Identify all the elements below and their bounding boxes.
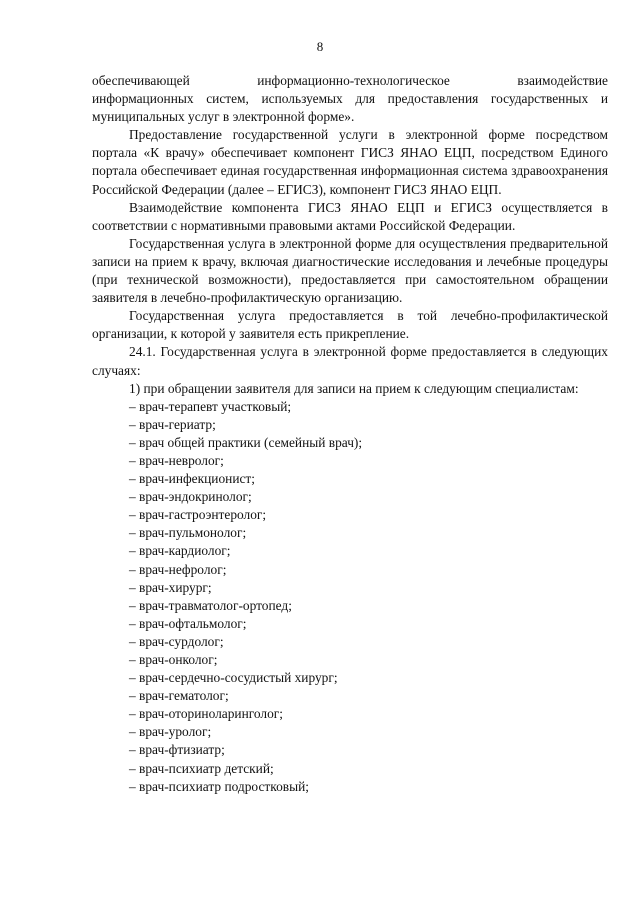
list-item: – врач общей практики (семейный врач); (129, 434, 363, 450)
page-number: 8 (316, 39, 324, 54)
paragraph-continued-line: обеспечивающей информационно-технологическое взаимодействие (92, 73, 608, 88)
list-item: – врач-травматолог-ортопед; (129, 597, 292, 613)
list-item: – врач-гематолог; (129, 688, 229, 704)
paragraph-attached-organization: Государственная услуга предоставляется в той лечебно-профилактической организации, к которой у заявителя есть прикрепление. (92, 308, 608, 342)
paragraph-continued: информационных систем, используемых для предоставления государственных и муниципальных услуг в электронной форме». (92, 91, 608, 125)
list-item: – врач-психиатр детский; (129, 760, 274, 776)
list-item: – врач-фтизиатр; (129, 742, 225, 758)
list-item: – врач-пульмонолог; (129, 525, 247, 541)
paragraph-preliminary-appointment: Государственная услуга в электронной форме для осуществления предварительной записи на прием к врачу, включая диагностические исследования и лечебные процедуры (при технической возможности), предоставляется при самостоятельном обращении заявителя в лечебно-профилактическую организацию. (92, 235, 608, 306)
list-item: – врач-невролог; (129, 452, 224, 468)
paragraph-portal-k-vrachu: Предоставление государственной услуги в электронной форме посредством портала «К врачу» обеспечивает компонент ГИСЗ ЯНАО ЕЦП, посредством Единого портала обеспечивает единая государственная информационная система здравоохранения Российской Федерации (далее – ЕГИСЗ), компонент ГИСЗ ЯНАО ЕЦП. (92, 127, 608, 197)
paragraph-interaction-egisz: Взаимодействие компонента ГИСЗ ЯНАО ЕЦП и ЕГИСЗ осуществляется в соответствии с нормативными правовыми актами Российской Федерации. (92, 199, 608, 233)
list-item: – врач-хирург; (129, 579, 212, 595)
list-item: – врач-гериатр; (129, 416, 216, 432)
list-item: – врач-нефролог; (129, 561, 227, 577)
list-item: – врач-уролог; (129, 724, 212, 740)
list-item: – врач-офтальмолог; (129, 615, 247, 631)
list-item: – врач-онколог; (129, 652, 218, 667)
paragraph-section-24-1: 24.1. Государственная услуга в электронной форме предоставляется в следующих случаях: (92, 344, 608, 378)
list-item: – врач-сурдолог; (129, 633, 224, 649)
list-item: – врач-кардиолог; (129, 543, 231, 559)
list-item: – врач-эндокринолог; (129, 489, 252, 505)
paragraph-item-1: 1) при обращении заявителя для записи на прием к следующим специалистам: (129, 380, 579, 396)
list-item: – врач-оториноларинголог; (129, 706, 284, 722)
list-item: – врач-гастроэнтеролог; (129, 507, 267, 523)
document-body (92, 72, 608, 796)
list-item: – врач-инфекционист; (129, 471, 255, 487)
list-item: – врач-терапевт участковый; (129, 398, 292, 414)
list-item: – врач-психиатр подростковый; (129, 778, 309, 794)
list-item: – врач-сердечно-сосудистый хирург; (129, 670, 338, 686)
specialists-list (92, 398, 608, 796)
